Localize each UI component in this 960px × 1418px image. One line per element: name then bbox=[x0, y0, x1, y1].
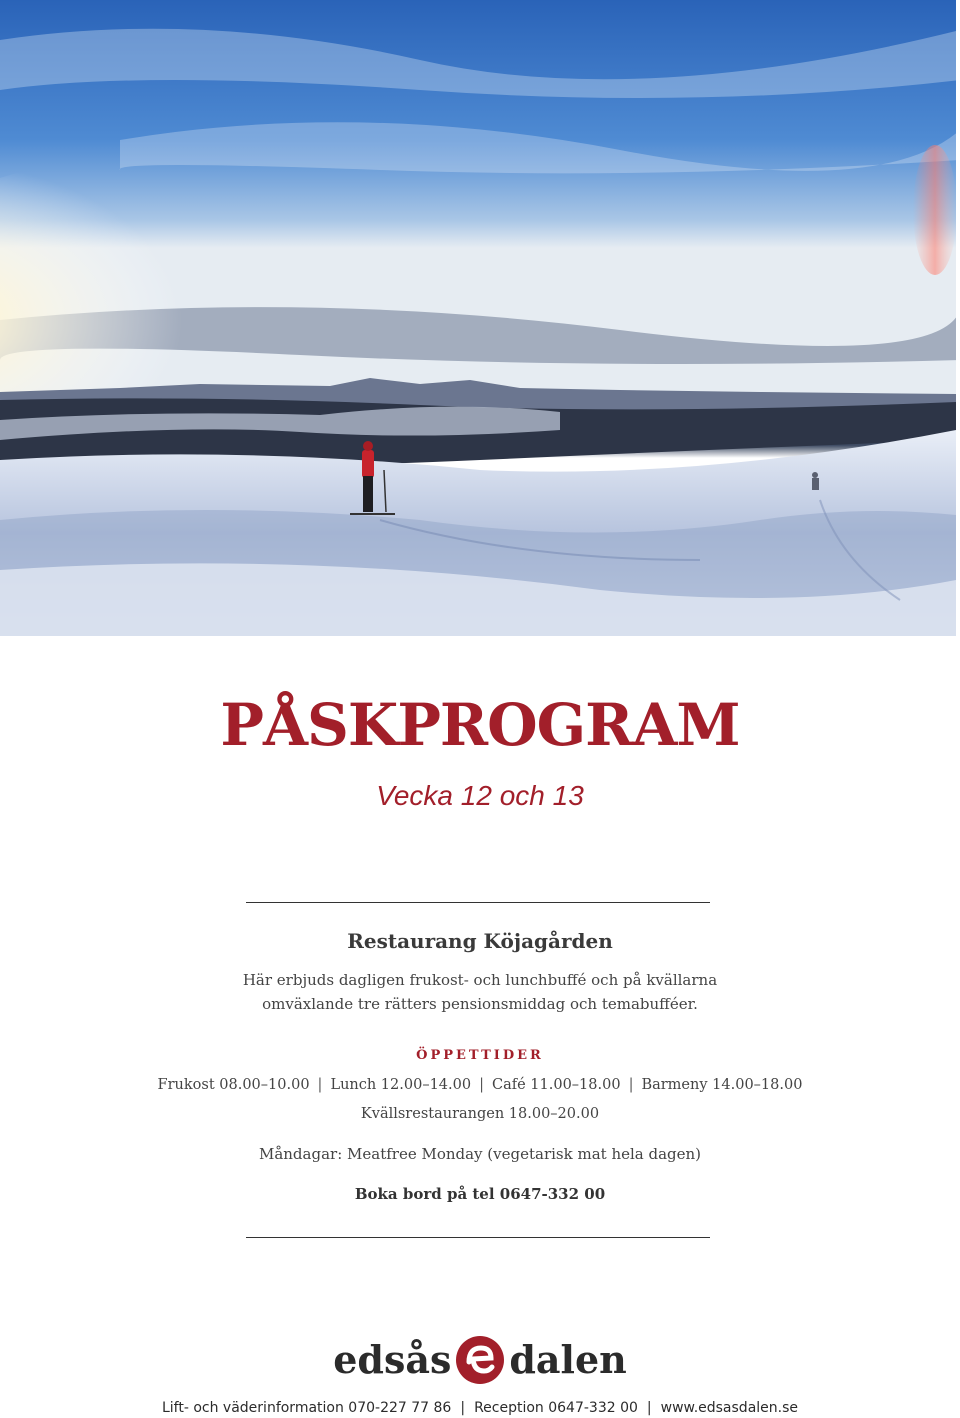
restaurant-name: Restaurang Köjagården bbox=[347, 929, 613, 953]
hours-separator: | bbox=[479, 1077, 484, 1093]
logo-e-mark-icon bbox=[455, 1335, 505, 1385]
hours-separator: | bbox=[317, 1077, 323, 1093]
divider-top bbox=[246, 902, 710, 903]
footer-separator: | bbox=[646, 1400, 652, 1416]
restaurant-description bbox=[0, 968, 960, 1016]
hours-item-breakfast: Frukost 08.00–10.00 bbox=[157, 1077, 310, 1093]
page-title: PÅSKPROGRAM bbox=[220, 691, 740, 759]
logo-word-part1: edsås bbox=[333, 1337, 452, 1382]
hours-item-lunch: Lunch 12.00–14.00 bbox=[330, 1077, 472, 1093]
divider-bottom bbox=[246, 1237, 710, 1238]
opening-hours-list bbox=[0, 1073, 960, 1097]
hours-item-bar: Barmeny 14.00–18.00 bbox=[641, 1077, 803, 1093]
booking-info: Boka bord på tel 0647-332 00 bbox=[354, 1185, 606, 1203]
hours-item-cafe: Café 11.00–18.00 bbox=[491, 1077, 621, 1093]
snowy-mountain-photo bbox=[0, 0, 956, 636]
description-line-2: omväxlande tre rätters pensionsmiddag och temabufféer. bbox=[262, 995, 698, 1013]
logo-word-part2: dalen bbox=[509, 1337, 627, 1382]
page-subtitle: Vecka 12 och 13 bbox=[376, 780, 584, 811]
monday-note: Måndagar: Meatfree Monday (vegetarisk mat hela dagen) bbox=[258, 1145, 702, 1163]
hours-item-evening: Kvällsrestaurangen 18.00–20.00 bbox=[360, 1106, 600, 1122]
opening-hours-heading: ÖPPETTIDER bbox=[416, 1048, 544, 1063]
edsasdalen-logo bbox=[0, 1330, 960, 1390]
description-line-1: Här erbjuds dagligen frukost- och lunchbuffé och på kvällarna bbox=[242, 971, 718, 989]
footer-lift-weather-info: Lift- och väderinformation 070-227 77 86 bbox=[161, 1400, 452, 1416]
hero-photo bbox=[0, 0, 956, 636]
footer-reception: Reception 0647-332 00 bbox=[474, 1400, 638, 1416]
footer-info bbox=[0, 1398, 960, 1418]
hours-separator: | bbox=[628, 1077, 634, 1093]
footer-website-link[interactable]: www.edsasdalen.se bbox=[660, 1400, 799, 1416]
footer-separator: | bbox=[460, 1400, 466, 1416]
